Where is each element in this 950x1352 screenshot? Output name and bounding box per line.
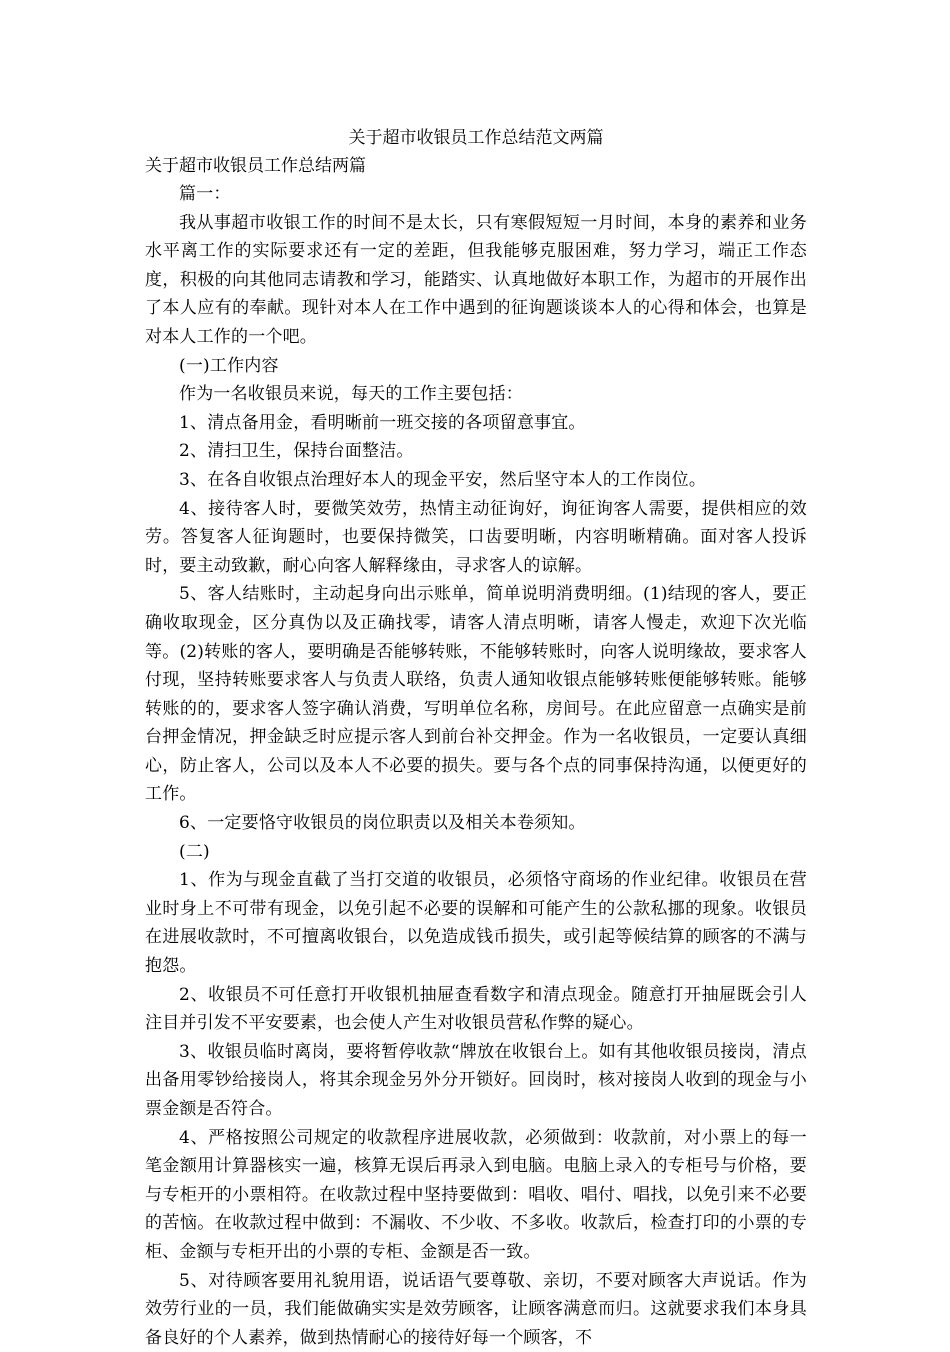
paragraph-part-one: 篇一：	[179, 184, 231, 204]
paragraph-rule-5: 5、对待顾客要用礼貌用语，说话语气要尊敬、亲切，不要对顾客大声说话。作为效劳行业的一员，我们能做确实实是效劳顾客，让顾客满意而归。这就要求我们本身具备良好的个人素养，做到热情耐心的接待好每一个顾客，不	[145, 1270, 807, 1348]
paragraph-rule-1: 1、作为与现金直截了当打交道的收银员，必须恪守商场的作业纪律。收银员在营业时身上不可带有现金，以免引起不必要的误解和可能产生的公款私挪的现象。收银员在进展收款时，不可擅离收银台，以免造成钱币损失，或引起等候结算的顾客的不满与抱怨。	[145, 870, 807, 977]
document-title: 关于超市收银员工作总结范文两篇	[348, 128, 604, 148]
paragraph-heading-work-content: (一)工作内容	[179, 355, 279, 376]
paragraph-rule-2: 2、收银员不可任意打开收银机抽屉查看数字和清点现金。随意打开抽屉既会引人注目并引发不平安要素，也会使人产生对收银员营私作弊的疑心。	[145, 984, 807, 1034]
paragraph-duty-5: 5、客人结账时，主动起身向出示账单，简单说明消费明细。(1)结现的客人，要正确收取现金，区分真伪以及正确找零，请客人清点明晰，请客人慢走，欢迎下次光临等。(2)转账的客人，要明确是否能够转账，不能够转账时，向客人说明缘故，要求客人付现，坚持转账要求客人与负责人联络，负责人通知收银点能够转账便能够转账。能够转账的的，要求客人签字确认消费，写明单位名称，房间号。在此应留意一点确实是前台押金情况，押金缺乏时应提示客人到前台补交押金。作为一名收银员，一定要认真细心，防止客人，公司以及本人不必要的损失。要与各个点的同事保持沟通，以便更好的工作。	[145, 584, 807, 805]
paragraph-duty-3: 3、在各自收银点治理好本人的现金平安，然后坚守本人的工作岗位。	[179, 469, 707, 490]
paragraph-rule-4: 4、严格按照公司规定的收款程序进展收款，必须做到：收款前，对小票上的每一笔金额用计算器核实一遍，核算无误后再录入到电脑。电脑上录入的专柜号与价格，要与专柜开的小票相符。在收款过程中坚持要做到：唱收、唱付、唱找，以免引来不必要的苦恼。在收款过程中做到：不漏收、不少收、不多收。收款后，检查打印的小票的专柜、金额与专柜开出的小票的专柜、金额是否一致。	[145, 1127, 807, 1262]
document-page	[145, 124, 807, 1352]
paragraph-duty-2: 2、清扫卫生，保持台面整洁。	[179, 441, 414, 462]
paragraph-duty-1: 1、清点备用金，看明晰前一班交接的各项留意事宜。	[179, 412, 586, 433]
paragraph-duty-4: 4、接待客人时，要微笑效劳，热情主动征询好，询征询客人需要，提供相应的效劳。答复客人征询题时，也要保持微笑，口齿要明晰，内容明晰精确。面对客人投诉时，要主动致歉，耐心向客人解释缘由，寻求客人的谅解。	[145, 498, 807, 576]
paragraph-rule-3: 3、收银员临时离岗，要将暂停收款“牌放在收银台上。如有其他收银员接岗，清点出备用零钞给接岗人，将其余现金另外分开锁好。回岗时，核对接岗人收到的现金与小票金额是否符合。	[145, 1041, 807, 1119]
paragraph-duties-lead: 作为一名收银员来说，每天的工作主要包括：	[179, 384, 523, 405]
document-subtitle: 关于超市收银员工作总结两篇	[145, 156, 366, 176]
paragraph-heading-two: (二)	[179, 841, 210, 862]
paragraph-intro: 我从事超市收银工作的时间不是太长，只有寒假短短一月时间，本身的素养和业务水平离工作的实际要求还有一定的差距，但我能够克服困难，努力学习，端正工作态度，积极的向其他同志请教和学习，能踏实、认真地做好本职工作，为超市的开展作出了本人应有的奉献。现针对本人在工作中遇到的征询题谈谈本人的心得和体会，也算是对本人工作的一个吧。	[145, 212, 807, 347]
paragraph-duty-6: 6、一定要恪守收银员的岗位职责以及相关本卷须知。	[179, 813, 586, 834]
